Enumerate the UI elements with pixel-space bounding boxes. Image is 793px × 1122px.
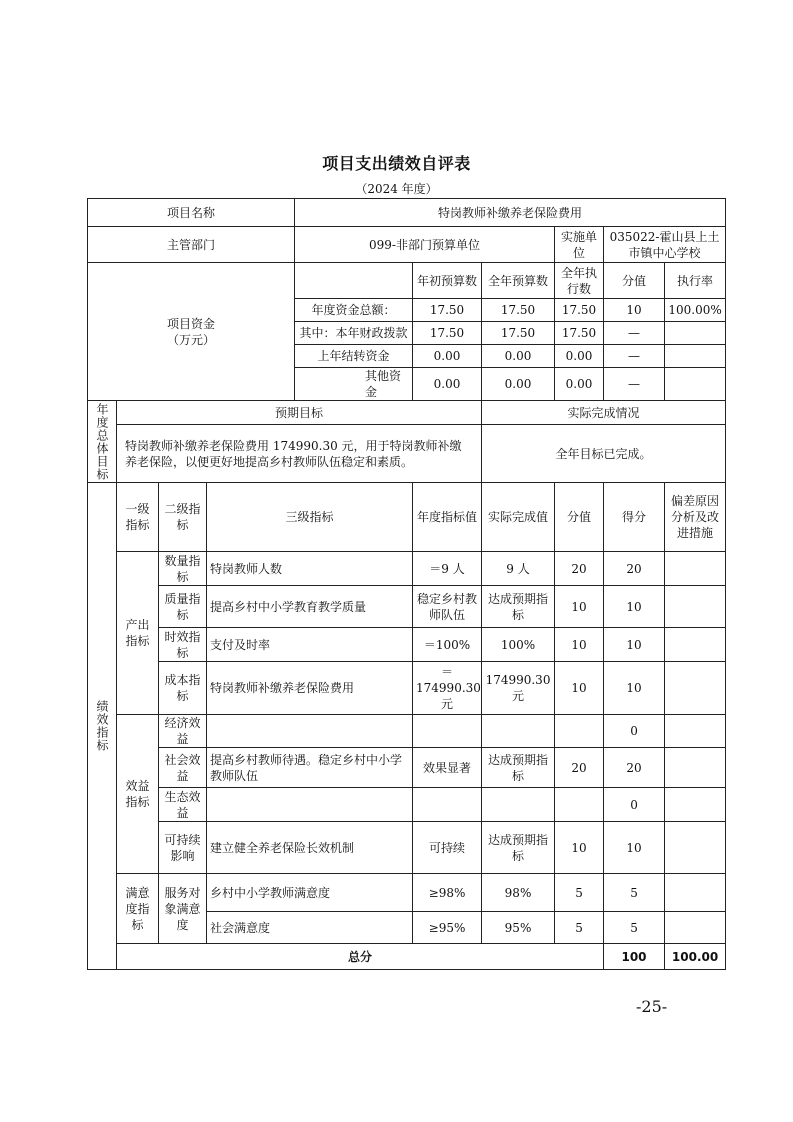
indicator-note [665, 748, 726, 788]
indicators-header-cell: 三级指标 [207, 483, 413, 552]
funds-row-label: 其中：本年财政拨款 [295, 322, 413, 345]
indicators-label: 绩效指标 [88, 483, 117, 970]
indicator-actual: 达成预期指标 [482, 748, 555, 788]
goals-content-row [88, 425, 726, 483]
indicator-score [555, 788, 604, 822]
indicators-header-cell: 实际完成值 [482, 483, 555, 552]
total-row [88, 944, 726, 970]
funds-row-label: 其他资金 [295, 368, 413, 401]
indicator-l2: 数量指标 [159, 552, 207, 586]
indicator-note [665, 874, 726, 912]
indicator-row [88, 552, 726, 586]
funds-cell [665, 322, 726, 345]
project-name-row [88, 199, 726, 227]
indicator-score [555, 715, 604, 748]
indicator-note [665, 715, 726, 748]
indicator-target: ≥95% [413, 912, 482, 944]
funds-cell: 0.00 [555, 345, 604, 368]
indicator-score: 20 [555, 552, 604, 586]
funds-cell: 0.00 [482, 368, 555, 401]
indicator-l3 [207, 715, 413, 748]
indicator-note [665, 822, 726, 874]
indicator-score: 10 [555, 628, 604, 662]
indicator-l2: 成本指标 [159, 662, 207, 715]
funds-cell: — [604, 322, 665, 345]
indicator-actual: 98% [482, 874, 555, 912]
indicator-note [665, 662, 726, 715]
goals-expected-text: 特岗教师补缴养老保险费用 174990.30 元，用于特岗教师补缴养老保险，以便更好地提高乡村教师队伍稳定和素质。 [117, 425, 482, 483]
indicators-header-cell: 一级指标 [117, 483, 159, 552]
indicator-target: 可持续 [413, 822, 482, 874]
indicators-header-cell: 得分 [604, 483, 665, 552]
indicator-got: 20 [604, 748, 665, 788]
impl-value: 035022-霍山县上土市镇中心学校 [604, 227, 726, 263]
indicators-header-cell: 二级指标 [159, 483, 207, 552]
goals-actual-header: 实际完成情况 [482, 401, 726, 425]
total-score: 100 [604, 944, 665, 970]
indicator-score: 10 [555, 662, 604, 715]
indicator-score: 5 [555, 874, 604, 912]
indicator-l3: 乡村中小学教师满意度 [207, 874, 413, 912]
funds-cell: 0.00 [413, 345, 482, 368]
funds-header-cell: 年初预算数 [413, 263, 482, 299]
performance-table [87, 198, 726, 970]
indicator-got: 20 [604, 552, 665, 586]
indicator-note [665, 552, 726, 586]
indicator-target: ＝174990.30 元 [413, 662, 482, 715]
goals-header-row [88, 401, 726, 425]
indicator-row [88, 715, 726, 748]
indicator-actual: 174990.30元 [482, 662, 555, 715]
funds-label [88, 263, 295, 401]
indicator-l2: 质量指标 [159, 586, 207, 628]
indicators-header-cell: 分值 [555, 483, 604, 552]
funds-cell: 17.50 [413, 322, 482, 345]
indicator-row [88, 586, 726, 628]
indicator-l2: 生态效益 [159, 788, 207, 822]
funds-label-text: 项目资金（万元） [166, 316, 215, 347]
funds-header-row [88, 263, 726, 299]
table-title: 项目支出绩效自评表 [322, 154, 471, 173]
funds-cell [665, 345, 726, 368]
indicator-l1: 效益指标 [117, 715, 159, 874]
funds-header-cell: 全年预算数 [482, 263, 555, 299]
funds-cell: — [604, 345, 665, 368]
indicator-actual: 100% [482, 628, 555, 662]
dept-label: 主管部门 [88, 227, 295, 263]
department-row [88, 227, 726, 263]
indicator-score: 10 [555, 586, 604, 628]
indicator-row [88, 822, 726, 874]
indicator-note [665, 586, 726, 628]
indicator-row [88, 788, 726, 822]
table-subtitle: （2024 年度） [355, 182, 438, 196]
project-name-label: 项目名称 [88, 199, 295, 227]
goals-expected-header: 预期目标 [117, 401, 482, 425]
funds-cell: — [604, 368, 665, 401]
funds-cell [665, 368, 726, 401]
impl-label: 实施单位 [555, 227, 604, 263]
indicators-header-cell: 年度指标值 [413, 483, 482, 552]
indicator-l3: 特岗教师补缴养老保险费用 [207, 662, 413, 715]
indicator-actual [482, 715, 555, 748]
indicator-row [88, 628, 726, 662]
indicator-l3: 建立健全养老保险长效机制 [207, 822, 413, 874]
funds-cell: 17.50 [413, 299, 482, 322]
indicator-got: 10 [604, 628, 665, 662]
indicator-got: 10 [604, 822, 665, 874]
indicator-score: 10 [555, 822, 604, 874]
funds-cell: 0.00 [482, 345, 555, 368]
funds-header-cell: 执行率 [665, 263, 726, 299]
indicator-got: 5 [604, 874, 665, 912]
indicator-l3 [207, 788, 413, 822]
indicator-l2: 时效指标 [159, 628, 207, 662]
funds-cell: 17.50 [482, 322, 555, 345]
indicator-actual: 9 人 [482, 552, 555, 586]
project-name-value: 特岗教师补缴养老保险费用 [295, 199, 726, 227]
indicator-got: 5 [604, 912, 665, 944]
indicator-actual: 达成预期指标 [482, 822, 555, 874]
funds-empty-header [295, 263, 413, 299]
indicator-l3: 特岗教师人数 [207, 552, 413, 586]
funds-cell: 100.00% [665, 299, 726, 322]
indicator-target [413, 788, 482, 822]
total-label: 总分 [117, 944, 604, 970]
funds-row-label: 年度资金总额： [295, 299, 413, 322]
funds-row-label: 上年结转资金 [295, 345, 413, 368]
indicator-actual: 达成预期指标 [482, 586, 555, 628]
indicator-row [88, 662, 726, 715]
indicator-got: 10 [604, 586, 665, 628]
indicator-note [665, 628, 726, 662]
indicators-header-row [88, 483, 726, 552]
indicator-l2: 可持续影响 [159, 822, 207, 874]
funds-cell: 17.50 [555, 299, 604, 322]
indicator-target: ＝100% [413, 628, 482, 662]
dept-value: 099-非部门预算单位 [295, 227, 555, 263]
indicator-note [665, 788, 726, 822]
indicator-l3: 支付及时率 [207, 628, 413, 662]
indicator-actual [482, 788, 555, 822]
indicator-l2: 服务对象满意度 [159, 874, 207, 944]
indicator-actual: 95% [482, 912, 555, 944]
funds-header-cell: 分值 [604, 263, 665, 299]
indicator-l3: 提高乡村中小学教育教学质量 [207, 586, 413, 628]
indicator-l3: 提高乡村教师待遇。稳定乡村中小学教师队伍 [207, 748, 413, 788]
indicator-l1: 满意度指标 [117, 874, 159, 944]
indicator-target: 效果显著 [413, 748, 482, 788]
indicator-target [413, 715, 482, 748]
indicator-score: 20 [555, 748, 604, 788]
indicator-l2: 经济效益 [159, 715, 207, 748]
goals-label: 年度总体目标 [88, 401, 117, 483]
indicator-l2: 社会效益 [159, 748, 207, 788]
indicators-header-cell: 偏差原因分析及改进措施 [665, 483, 726, 552]
indicator-got: 10 [604, 662, 665, 715]
funds-cell: 0.00 [413, 368, 482, 401]
funds-header-cell: 全年执行数 [555, 263, 604, 299]
indicator-target: 稳定乡村教师队伍 [413, 586, 482, 628]
funds-cell: 17.50 [482, 299, 555, 322]
funds-cell: 0.00 [555, 368, 604, 401]
indicator-score: 5 [555, 912, 604, 944]
indicator-row [88, 748, 726, 788]
indicator-got: 0 [604, 715, 665, 748]
indicator-target: ≥98% [413, 874, 482, 912]
funds-cell: 17.50 [555, 322, 604, 345]
page-number: -25- [636, 997, 668, 1016]
total-got: 100.00 [665, 944, 726, 970]
indicator-l1: 产出指标 [117, 552, 159, 715]
goals-actual-text: 全年目标已完成。 [482, 425, 726, 483]
indicator-row [88, 874, 726, 912]
indicator-target: ＝9 人 [413, 552, 482, 586]
indicator-got: 0 [604, 788, 665, 822]
funds-cell: 10 [604, 299, 665, 322]
indicator-note [665, 912, 726, 944]
indicator-l3: 社会满意度 [207, 912, 413, 944]
